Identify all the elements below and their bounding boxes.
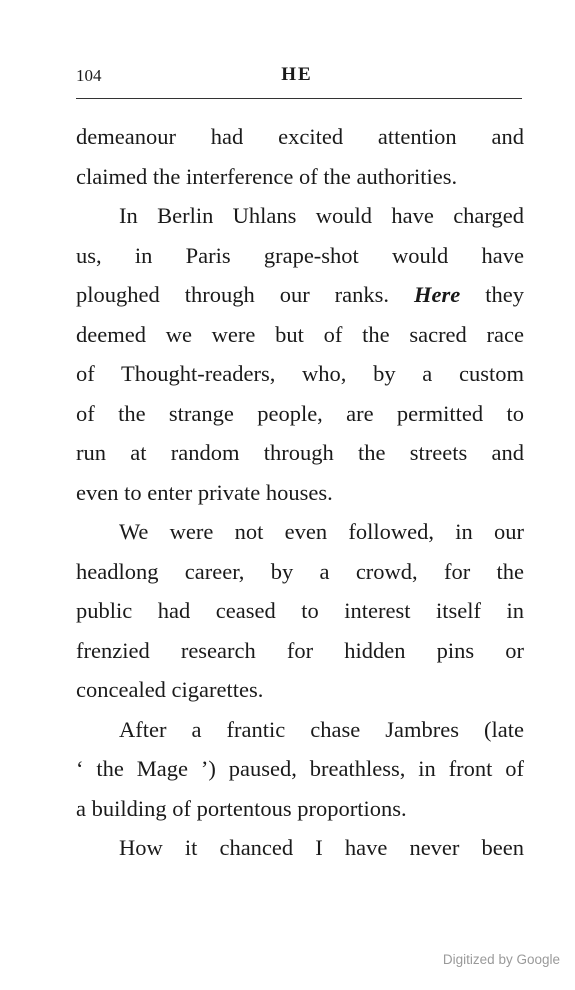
text-line-8: of the strange people, are permitted to — [76, 400, 524, 426]
running-head: HE — [281, 64, 313, 85]
digitized-by-google-watermark: Digitized by Google — [442, 952, 560, 967]
page-number: 104 — [76, 66, 102, 85]
text-segment: ploughed through our ranks. — [76, 282, 390, 307]
text-line-4: us, in Paris grape-shot would have — [76, 242, 524, 268]
text-line-6: deemed we were but of the sacred race — [76, 321, 524, 347]
text-line-9: run at random through the streets and — [76, 440, 524, 465]
body-text — [76, 117, 524, 868]
text-line-11: We were not even followed, in our — [119, 519, 524, 544]
header-rule — [76, 98, 522, 99]
text-line-13: public had ceased to interest itself in — [76, 598, 524, 623]
text-line-16: After a frantic chase Jambres (late — [119, 716, 524, 742]
text-line-17: ‘ the Mage ’) paused, breathless, in front of — [76, 756, 524, 781]
text-line-12: headlong career, by a crowd, for the — [76, 558, 524, 584]
text-line-2: claimed the interference of the authorities. — [76, 163, 458, 189]
text-segment: they — [485, 282, 524, 307]
italic-word: Here — [414, 282, 461, 307]
text-line-15: concealed cigarettes. — [76, 677, 264, 702]
text-line-18: a building of portentous proportions. — [76, 795, 407, 821]
text-line-14: frenzied research for hidden pins or — [76, 637, 524, 663]
text-line-19: How it chanced I have never been — [119, 835, 524, 860]
text-line-7: of Thought-readers, who, by a custom — [76, 361, 524, 386]
text-line-3: In Berlin Uhlans would have charged — [119, 203, 524, 228]
text-line-5 — [76, 275, 524, 315]
text-line-1: demeanour had excited attention and — [76, 124, 524, 149]
text-line-10: even to enter private houses. — [76, 479, 333, 505]
